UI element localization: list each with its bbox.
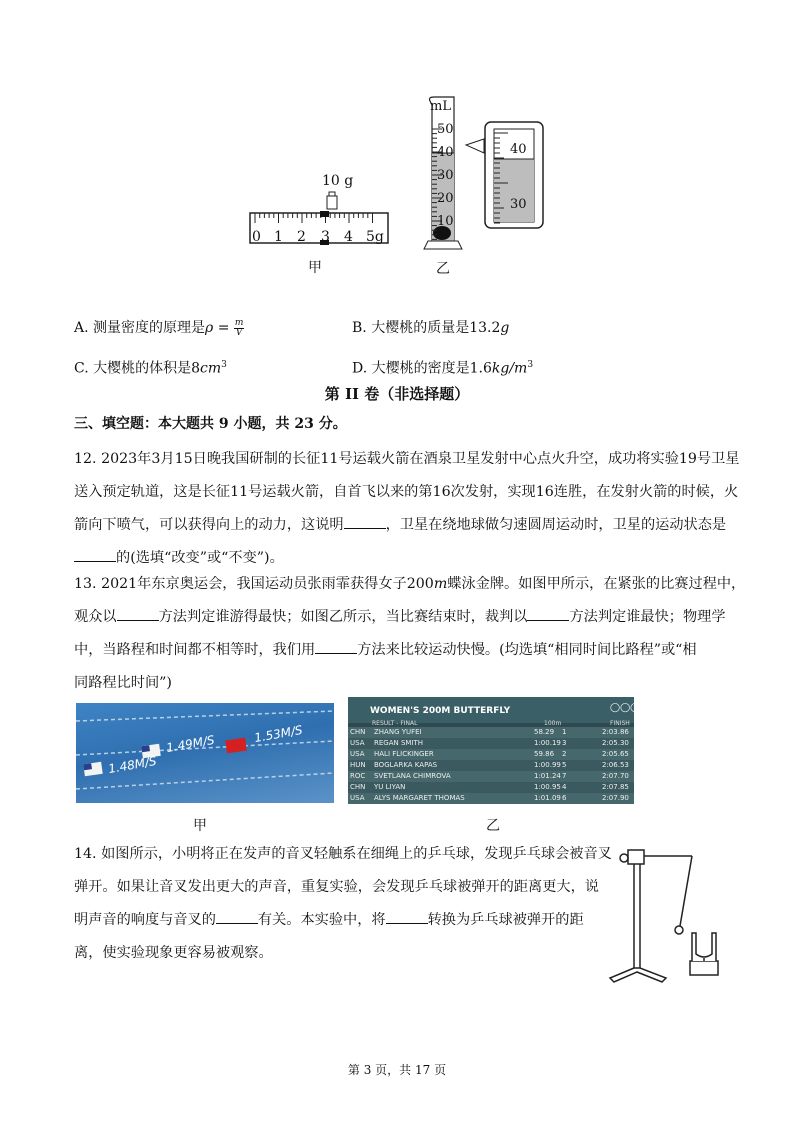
split-time: 1:01.24 xyxy=(534,772,561,780)
question-14 xyxy=(74,838,614,970)
fraction-denominator: V xyxy=(235,327,243,338)
scale-number: 5g xyxy=(366,229,384,245)
scale-number: 4 xyxy=(344,229,353,245)
scoreboard-row xyxy=(348,738,634,749)
q13-line: 同路程比时间”) xyxy=(74,675,172,691)
scoreboard-row xyxy=(348,782,634,793)
answer-blank[interactable] xyxy=(216,909,258,924)
pool-lanes xyxy=(76,703,334,803)
cylinder-tick: 10 xyxy=(437,214,454,229)
answer-blank[interactable] xyxy=(74,547,116,562)
finish-time: 2:07.70 xyxy=(602,772,629,780)
finish-time: 2:05.30 xyxy=(602,739,629,747)
split-rank: 6 xyxy=(562,794,567,802)
cylinder-caption: 乙 xyxy=(436,261,450,277)
scoreboard-caption: 乙 xyxy=(486,818,500,834)
split-rank: 4 xyxy=(562,783,567,791)
country-code: USA xyxy=(350,750,365,758)
scoreboard-subtitle: RESULT - FINAL xyxy=(372,720,418,727)
section-title: 第 II 卷（非选择题） xyxy=(324,385,470,403)
scoreboard-rows xyxy=(348,727,634,804)
swimmer-name: HALI FLICKINGER xyxy=(374,750,434,758)
scale-number: 2 xyxy=(297,229,306,245)
speed-label: 1.53M/S xyxy=(253,722,304,746)
scoreboard-row xyxy=(348,793,634,804)
finish-time: 2:06.53 xyxy=(602,761,629,769)
page-footer: 第 3 页，共 17 页 xyxy=(347,1063,447,1077)
option-a: A. 测量密度的原理是ρ = $\frac{m}{V}$ xyxy=(74,317,244,338)
cylinder-figure xyxy=(420,95,550,280)
swimmer-name: BOGLARKA KAPAS xyxy=(374,761,438,769)
swimmer-name: SVETLANA CHIMROVA xyxy=(374,772,451,780)
split-time: 1:00.95 xyxy=(534,783,561,791)
finish-time: 2:05.65 xyxy=(602,750,629,758)
balance-caption: 甲 xyxy=(308,260,322,276)
split-rank: 1 xyxy=(562,728,567,736)
split-time: 59.86 xyxy=(534,750,555,758)
split-rank: 3 xyxy=(562,739,567,747)
cylinder-tick: 50 xyxy=(437,122,454,137)
photo-left-caption: 甲 xyxy=(193,818,207,834)
country-code: USA xyxy=(350,739,365,747)
finish-time: 2:03.86 xyxy=(602,728,629,736)
answer-blank[interactable] xyxy=(344,514,386,529)
finish-time: 2:07.90 xyxy=(602,794,629,802)
q12-line: 的(选填“改变”或“不变”)。 xyxy=(74,542,734,575)
split-rank: 2 xyxy=(562,750,567,758)
q12-line: 送入预定轨道，这是长征11号运载火箭，自首飞以来的第16次发射，实现16连胜，在发射火箭的时候，火 xyxy=(74,484,739,500)
weight-label: 10 g xyxy=(322,173,354,189)
cylinder-unit: mL xyxy=(430,99,451,114)
country-code: CHN xyxy=(350,783,366,791)
scoreboard-title: WOMEN'S 200M BUTTERFLY xyxy=(370,706,511,716)
zoom-tick: 30 xyxy=(510,197,527,212)
swimmer-name: YU LIYAN xyxy=(374,783,406,791)
option-c: C. 大樱桃的体积是$8cm^3$ xyxy=(74,360,227,377)
scoreboard-row xyxy=(348,749,634,760)
q13-line: 13. 2021年东京奥运会，我国运动员张雨霏获得女子200m蝶泳金牌。如图甲所示，在紧张的比赛过程中， xyxy=(74,576,746,592)
answer-blank[interactable] xyxy=(386,909,428,924)
cylinder-tick: 20 xyxy=(437,191,454,206)
fraction-numerator: m xyxy=(234,317,244,328)
country-code: CHN xyxy=(350,728,366,736)
answer-blank[interactable] xyxy=(527,606,569,621)
split-rank: 5 xyxy=(562,761,567,769)
split-time: 58.29 xyxy=(534,728,555,736)
split-time: 1:00.19 xyxy=(534,739,561,747)
swimmer-name: REGAN SMITH xyxy=(374,739,424,747)
answer-blank[interactable] xyxy=(315,639,357,654)
q14-line: 明声音的响度与音叉的 有关。本实验中，将 转换为乒乓球被弹开的距 xyxy=(74,904,614,937)
cylinder-tick: 40 xyxy=(437,145,454,160)
split-rank: 7 xyxy=(562,772,567,780)
question-13 xyxy=(74,568,746,700)
results-scoreboard xyxy=(348,697,641,804)
speed-label: 1.49M/S xyxy=(165,732,216,756)
question-12 xyxy=(74,443,740,575)
q14-line: 离，使实验现象更容易被观察。 xyxy=(74,945,273,961)
split-time: 1:01.09 xyxy=(534,794,561,802)
olympic-rings-icon: ◯◯◯ xyxy=(610,703,641,713)
country-code: USA xyxy=(350,794,365,802)
swimmer-name: ZHANG YUFEI xyxy=(374,728,422,736)
balance-scale-numbers xyxy=(252,227,392,243)
option-d: D. 大樱桃的密度是$1.6kg/m^3$ xyxy=(352,360,534,377)
q12-line: 12. 2023年3月15日晚我国研制的长征11号运载火箭在酒泉卫星发射中心点火升空，成功将实验19号卫星 xyxy=(74,451,740,467)
scoreboard-row xyxy=(348,771,634,782)
scoreboard-col-finish: FINISH xyxy=(610,720,630,727)
scoreboard-row xyxy=(348,727,634,738)
q12-line: 箭向下喷气，可以获得向上的动力，这说明 ，卫星在绕地球做匀速圆周运动时，卫星的运动状态是 xyxy=(74,509,734,542)
speed-label: 1.48M/S xyxy=(107,753,158,777)
zoom-tick: 40 xyxy=(510,142,527,157)
q13-line: 中，当路程和时间都不相等时，我们用 方法来比较运动快慢。(均选填“相同时间比路程”或“相 xyxy=(74,634,734,667)
tuning-fork-apparatus xyxy=(604,838,734,988)
country-code: HUN xyxy=(350,761,366,769)
section-head: 三、填空题：本大题共 9 小题，共 23 分。 xyxy=(74,416,347,432)
option-b: B. 大樱桃的质量是13.2g xyxy=(352,320,510,336)
split-time: 1:00.99 xyxy=(534,761,561,769)
cylinder-tick: 30 xyxy=(437,168,454,183)
scoreboard-row xyxy=(348,760,634,771)
finish-time: 2:07.85 xyxy=(602,783,629,791)
scoreboard-col-split: 100m xyxy=(544,720,562,727)
country-code: ROC xyxy=(350,772,366,780)
balance-figure xyxy=(240,165,400,280)
scale-number: 0 xyxy=(252,229,261,245)
q14-line: 弹开。如果让音叉发出更大的声音，重复实验，会发现乒乓球被弹开的距离更大，说 xyxy=(74,879,599,895)
swimming-photo xyxy=(76,703,334,803)
swimmer-name: ALYS MARGARET THOMAS xyxy=(374,794,465,802)
q14-line: 14. 如图所示，小明将正在发声的音叉轻触系在细绳上的乒乓球，发现乒乓球会被音叉 xyxy=(74,846,612,862)
q13-line: 观众以 方法判定谁游得最快；如图乙所示，当比赛结束时，裁判以 方法判定谁最快；物理学 xyxy=(74,601,734,634)
scale-number: 3 xyxy=(321,229,330,245)
answer-blank[interactable] xyxy=(117,606,159,621)
scale-number: 1 xyxy=(274,229,283,245)
